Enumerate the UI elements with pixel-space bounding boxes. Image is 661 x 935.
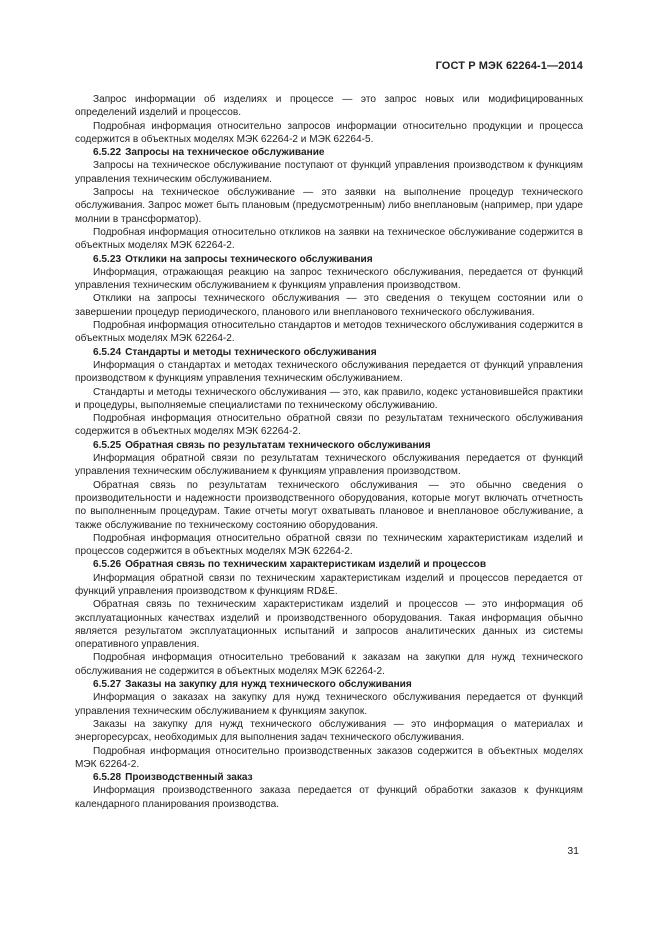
section-title: Обратная связь по техническим характеристикам изделий и процессов <box>125 559 487 571</box>
document-header: ГОСТ Р МЭК 62264-1—2014 <box>435 60 583 72</box>
section-heading <box>75 678 583 691</box>
paragraph: Подробная информация относительно требований к заказам на закупки для нужд технического обслуживания не содержится в объектных моделях МЭК 62264-2. <box>75 652 583 677</box>
section-title: Заказы на закупку для нужд технического обслуживания <box>125 679 412 691</box>
section-heading <box>75 771 583 784</box>
paragraph: Запросы на техническое обслуживание — это заявки на выполнение процедур технического обслуживания. Запрос может быть плановым (предусмотренным) либо внеплановым (например, при ударе молнии в трансформатор). <box>75 187 583 225</box>
section-number: 6.5.24 <box>93 346 122 358</box>
body-text <box>75 93 583 811</box>
paragraph: Обратная связь по результатам технического обслуживания — это обычно сведения о производительности и надежности производственного оборудования, которые могут включать отчетность по выполненным процедурам. Такие отчеты могут охватывать плановое и внеплановое обслуживание, а также обслуживание по техническому состоянию оборудования. <box>75 479 583 531</box>
section-number: 6.5.26 <box>93 559 122 571</box>
paragraph: Запросы на техническое обслуживание поступают от функций управления производством к функциям управления техническим обслуживанием. <box>75 160 583 185</box>
section-title: Стандарты и методы технического обслуживания <box>125 346 377 358</box>
section-number: 6.5.27 <box>93 679 122 691</box>
paragraph: Подробная информация относительно обратной связи по техническим характеристикам изделий и процессов содержится в объектных моделях МЭК 62264-2. <box>75 532 583 558</box>
paragraph: Подробная информация относительно стандартов и методов технического обслуживания содержится в объектных моделях МЭК 62264-2. <box>75 320 583 345</box>
paragraph: Подробная информация относительно обратной связи по результатам технического обслуживания содержится в объектных моделях МЭК 62264-2. <box>75 413 583 438</box>
section-heading <box>75 346 583 359</box>
section-number: 6.5.25 <box>93 439 122 451</box>
paragraph: Информация обратной связи по техническим характеристикам изделий и процессов передается от функций управления производством к функциям RD&E. <box>75 572 583 597</box>
paragraph: Заказы на закупку для нужд технического обслуживания — это информация о материалах и энергоресурсах, необходимых для выполнения задач технического обслуживания. <box>75 718 583 744</box>
section-title: Отклики на запросы технического обслуживания <box>125 253 373 265</box>
paragraph: Обратная связь по техническим характеристикам изделий и процессов — это информация об эксплуатационных качествах изделий и производственного оборудования. Такая информация обычно является результатом эксплуатационных испытаний и запросов аналитических данных из системы оперативного управления. <box>75 599 583 651</box>
section-title: Обратная связь по результатам технического обслуживания <box>125 439 431 451</box>
paragraph: Подробная информация относительно запросов информации относительно продукции и процесса содержится в объектных моделях МЭК 62264-2 и МЭК 62264-5. <box>75 120 583 145</box>
paragraph: Информация о заказах на закупку для нужд технического обслуживания передается от функций управления техническим обслуживанием к функциям закупок. <box>75 692 583 717</box>
paragraph: Информация о стандартах и методах технического обслуживания передается от функций управления производством к функциям управления техническим обслуживанием. <box>75 359 583 385</box>
paragraph: Информация обратной связи по результатам технического обслуживания передается от функций управления техническим обслуживанием к функциям управления производством. <box>75 453 583 478</box>
section-number: 6.5.22 <box>93 147 122 159</box>
section-heading <box>75 558 583 571</box>
paragraph: Подробная информация относительно производственных заказов содержится в объектных моделях МЭК 62264-2. <box>75 745 583 770</box>
section-heading <box>75 439 583 452</box>
section-heading <box>75 146 583 159</box>
paragraph: Стандарты и методы технического обслуживания — это, как правило, кодекс установившейся практики и процедуры, выполняемые специалистами по техническому обслуживанию. <box>75 386 583 411</box>
page-number: 31 <box>567 845 579 857</box>
paragraph: Подробная информация относительно откликов на заявки на техническое обслуживание содержится в объектных моделях МЭК 62264-2. <box>75 226 583 252</box>
section-heading <box>75 253 583 266</box>
paragraph: Отклики на запросы технического обслуживания — это сведения о текущем состоянии или о завершении процедур периодического, планового или внепланового технического обслуживания. <box>75 293 583 318</box>
section-title: Запросы на техническое обслуживание <box>125 147 325 159</box>
paragraph: Информация, отражающая реакцию на запрос технического обслуживания, передается от функций управления техническим обслуживанием к функциям управления производством. <box>75 266 583 292</box>
paragraph: Информация производственного заказа передается от функций обработки заказов к функциям календарного планирования производства. <box>75 785 583 810</box>
paragraph: Запрос информации об изделиях и процессе — это запрос новых или модифицированных определений изделий и процессов. <box>75 94 583 119</box>
section-title: Производственный заказ <box>125 772 253 784</box>
section-number: 6.5.28 <box>93 772 122 784</box>
section-number: 6.5.23 <box>93 253 122 265</box>
